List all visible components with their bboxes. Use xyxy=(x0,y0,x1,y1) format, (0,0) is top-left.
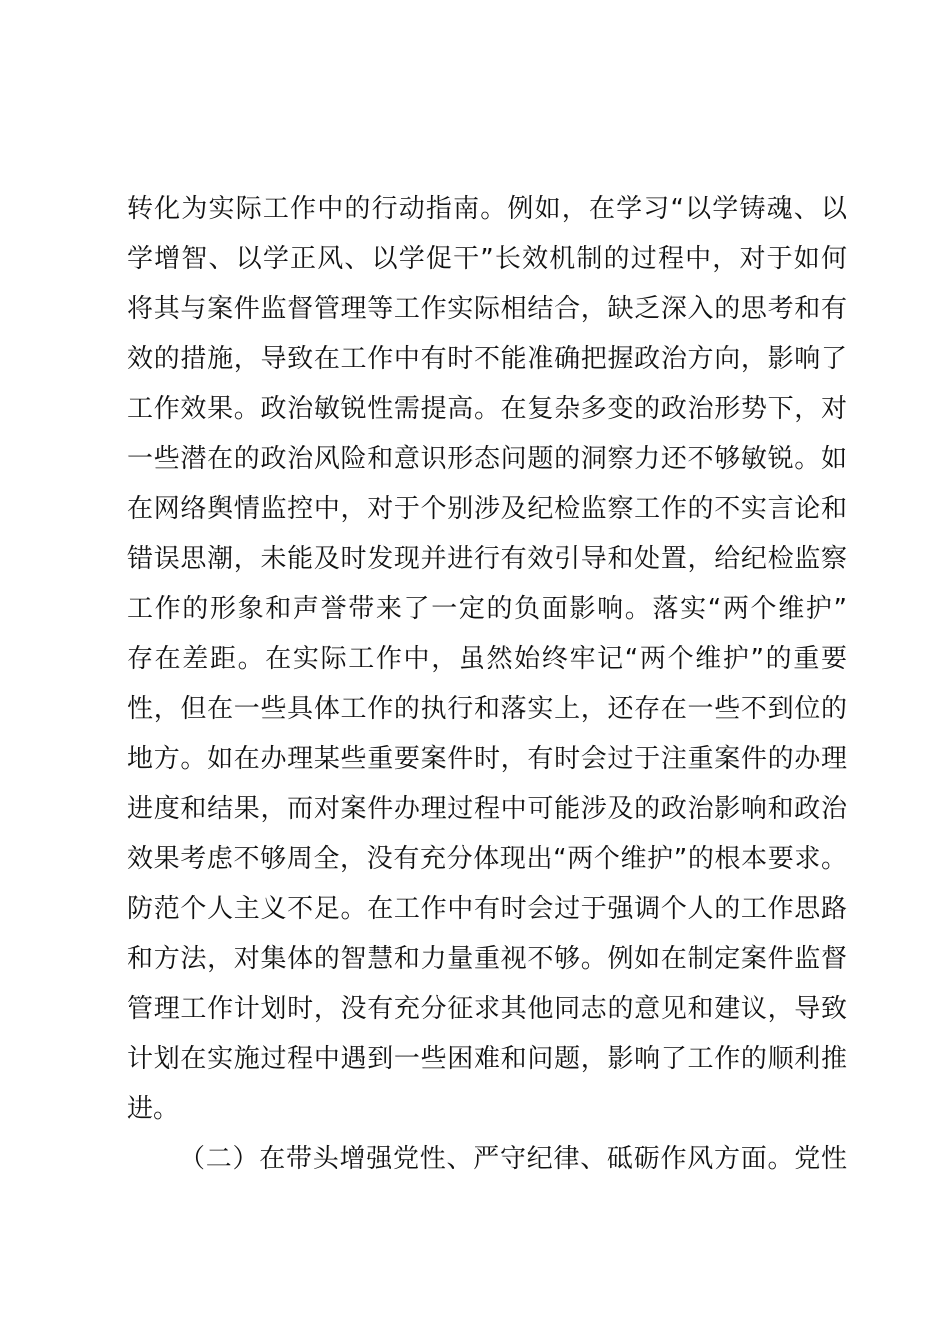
text-line-last: 进。 xyxy=(127,1094,180,1124)
text-line: 转化为实际工作中的行动指南。例如，在学习“以学铸魂、以 xyxy=(127,194,847,224)
text-line: 工作的形象和声誉带来了一定的负面影响。落实“两个维护” xyxy=(127,594,847,624)
text-line: 效的措施，导致在工作中有时不能准确把握政治方向，影响了 xyxy=(127,344,847,374)
text-line: 防范个人主义不足。在工作中有时会过于强调个人的工作思路 xyxy=(127,894,847,924)
text-line: 和方法，对集体的智慧和力量重视不够。例如在制定案件监督 xyxy=(127,944,847,974)
section-heading-line: （二）在带头增强党性、严守纪律、砥砺作风方面。党性 xyxy=(179,1144,847,1174)
text-line: 一些潜在的政治风险和意识形态问题的洞察力还不够敏锐。如 xyxy=(127,444,847,474)
document-body xyxy=(127,184,847,1184)
text-line: 在网络舆情监控中，对于个别涉及纪检监察工作的不实言论和 xyxy=(127,494,847,524)
text-line: 地方。如在办理某些重要案件时，有时会过于注重案件的办理 xyxy=(127,744,847,774)
text-line: 性，但在一些具体工作的执行和落实上，还存在一些不到位的 xyxy=(127,694,847,724)
text-line: 效果考虑不够周全，没有充分体现出“两个维护”的根本要求。 xyxy=(127,844,847,874)
text-line: 计划在实施过程中遇到一些困难和问题，影响了工作的顺利推 xyxy=(127,1044,847,1074)
text-line: 错误思潮，未能及时发现并进行有效引导和处置，给纪检监察 xyxy=(127,544,847,574)
paragraph-2 xyxy=(127,1134,847,1184)
text-line: 进度和结果，而对案件办理过程中可能涉及的政治影响和政治 xyxy=(127,794,847,824)
text-line: 管理工作计划时，没有充分征求其他同志的意见和建议，导致 xyxy=(127,994,847,1024)
text-line: 工作效果。政治敏锐性需提高。在复杂多变的政治形势下，对 xyxy=(127,394,847,424)
text-line: 将其与案件监督管理等工作实际相结合，缺乏深入的思考和有 xyxy=(127,294,847,324)
text-line: 学增智、以学正风、以学促干”长效机制的过程中，对于如何 xyxy=(127,244,847,274)
text-line: 存在差距。在实际工作中，虽然始终牢记“两个维护”的重要 xyxy=(127,644,847,674)
paragraph-1 xyxy=(127,184,847,1134)
